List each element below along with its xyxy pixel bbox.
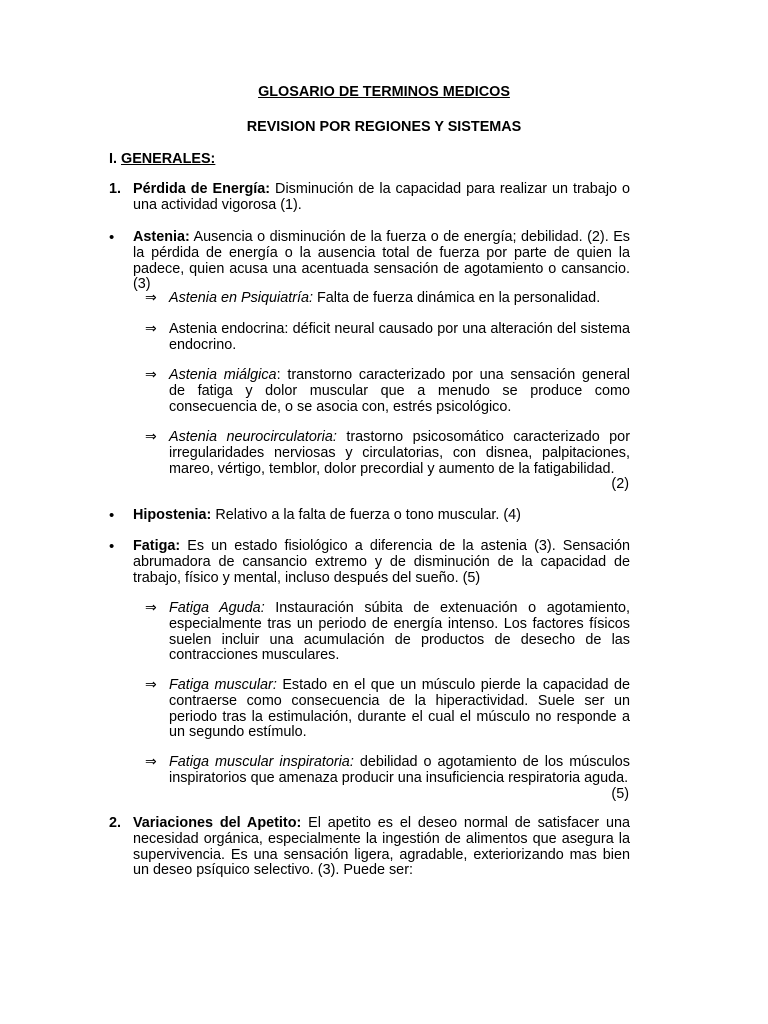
- sub-item-astenia-neurocirculatoria: [145, 430, 630, 477]
- sub-item-astenia-mialgica: [145, 368, 630, 415]
- arrow-right-icon: ⇒: [145, 753, 157, 769]
- list-item-hipostenia: [109, 508, 630, 524]
- item-body: [133, 508, 630, 524]
- bullet-icon: •: [109, 538, 115, 555]
- sub-item-term: Fatiga muscular inspiratoria:: [169, 754, 354, 770]
- item-body: [133, 230, 630, 293]
- sub-item-text: Astenia endocrina: déficit neural causado por una alteración del sistema endocrino.: [169, 321, 630, 353]
- section-number: I.: [109, 151, 121, 167]
- sub-item-term: Astenia en Psiquiatría:: [169, 290, 313, 306]
- sub-item-text: Instauración súbita de extenuación o agotamiento, especialmente tras un periodo de energía intenso. Los factores físicos suelen incluir una acumulación de productos de desecho de las contracciones musculares.: [169, 600, 630, 664]
- item-term: Astenia:: [133, 229, 190, 245]
- sub-item-text: : transtorno caracterizado por una sensación general de fatiga y dolor muscular que a menudo se produce como consecuencia de, o se asocia con, estrés psicológico.: [169, 367, 630, 415]
- arrow-right-icon: ⇒: [145, 428, 157, 444]
- bullet-icon: •: [109, 229, 115, 246]
- sub-item-term: Fatiga Aguda:: [169, 600, 265, 616]
- item-text: Relativo a la falta de fuerza o tono muscular. (4): [211, 507, 521, 523]
- item-text: Es un estado fisiológico a diferencia de la astenia (3). Sensación abrumadora de cansancio extremo y de disminución de la capacidad de trabajo, físico y mental, incluso después del sueño. (5): [133, 538, 630, 586]
- sub-item-body: [169, 601, 630, 664]
- item-text: Disminución de la capacidad para realizar un trabajo o una actividad vigorosa (1).: [133, 181, 630, 213]
- arrow-right-icon: ⇒: [145, 320, 157, 336]
- sub-item-fatiga-muscular: [145, 678, 630, 741]
- list-number: 2.: [109, 815, 122, 831]
- list-item-fatiga: [109, 539, 630, 586]
- document-subtitle: REVISION POR REGIONES Y SISTEMAS: [246, 119, 522, 135]
- sub-item-text: debilidad o agotamiento de los músculos inspiratorios que amenaza producir una insuficiencia respiratoria aguda.: [169, 754, 630, 786]
- reference-note: (5): [611, 786, 629, 802]
- sub-item-body: [169, 678, 630, 741]
- sub-item-body: [169, 291, 630, 307]
- sub-item-text: Falta de fuerza dinámica en la personalidad.: [313, 290, 601, 306]
- item-term: Variaciones del Apetito:: [133, 815, 302, 831]
- sub-item-body: [169, 755, 630, 787]
- list-item-variaciones-apetito: [109, 816, 630, 879]
- arrow-right-icon: ⇒: [145, 599, 157, 615]
- list-item-perdida-energia: [109, 182, 630, 214]
- item-body: [133, 539, 630, 586]
- sub-item-fatiga-muscular-inspiratoria: [145, 755, 630, 787]
- sub-item-astenia-psiquiatria: [145, 291, 630, 307]
- item-body: [133, 816, 630, 879]
- bullet-icon: •: [109, 507, 115, 524]
- item-term: Pérdida de Energía:: [133, 181, 271, 197]
- item-text: Ausencia o disminución de la fuerza o de energía; debilidad. (2). Es la pérdida de energía o la ausencia total de fuerza por parte de quien la padece, quien acusa una acentuada sensación de agotamiento o cansancio. (3): [133, 229, 630, 293]
- sub-item-term: Astenia neurocirculatoria:: [169, 429, 337, 445]
- item-term: Hipostenia:: [133, 507, 212, 523]
- item-body: [133, 182, 630, 214]
- arrow-right-icon: ⇒: [145, 676, 157, 692]
- sub-item-body: [169, 368, 630, 415]
- sub-item-astenia-endocrina: [145, 322, 630, 354]
- list-item-astenia: [109, 230, 630, 293]
- sub-item-text: Estado en el que un músculo pierde la capacidad de contraerse como consecuencia de la hiperactividad. Suele ser un periodo tras la estimulación, durante el cual el músculo no responde a un segundo estímulo.: [169, 677, 630, 741]
- arrow-right-icon: ⇒: [145, 289, 157, 305]
- sub-item-term: Fatiga muscular:: [169, 677, 277, 693]
- section-label: GENERALES:: [121, 151, 216, 167]
- list-number: 1.: [109, 181, 122, 197]
- reference-note: (2): [611, 476, 629, 492]
- sub-item-body: [169, 322, 630, 354]
- item-text: El apetito es el deseo normal de satisfacer una necesidad orgánica, especialmente la ingestión de alimentos que asegura la supervivencia. Es una sensación ligera, agradable, exteriorizando mas bien un deseo psíquico selectivo. (3). Puede ser:: [133, 815, 630, 879]
- document-title: GLOSARIO DE TERMINOS MEDICOS: [258, 84, 510, 100]
- item-term: Fatiga:: [133, 538, 181, 554]
- sub-item-text: trastorno psicosomático caracterizado por irregularidades nerviosas y circulatorias, con disnea, palpitaciones, mareo, vértigo, temblor, dolor precordial y aumento de la fatigabilidad.: [169, 429, 630, 477]
- sub-item-body: [169, 430, 630, 477]
- arrow-right-icon: ⇒: [145, 366, 157, 382]
- sub-item-fatiga-aguda: [145, 601, 630, 664]
- sub-item-term: Astenia miálgica: [169, 367, 277, 383]
- section-heading: [109, 152, 215, 168]
